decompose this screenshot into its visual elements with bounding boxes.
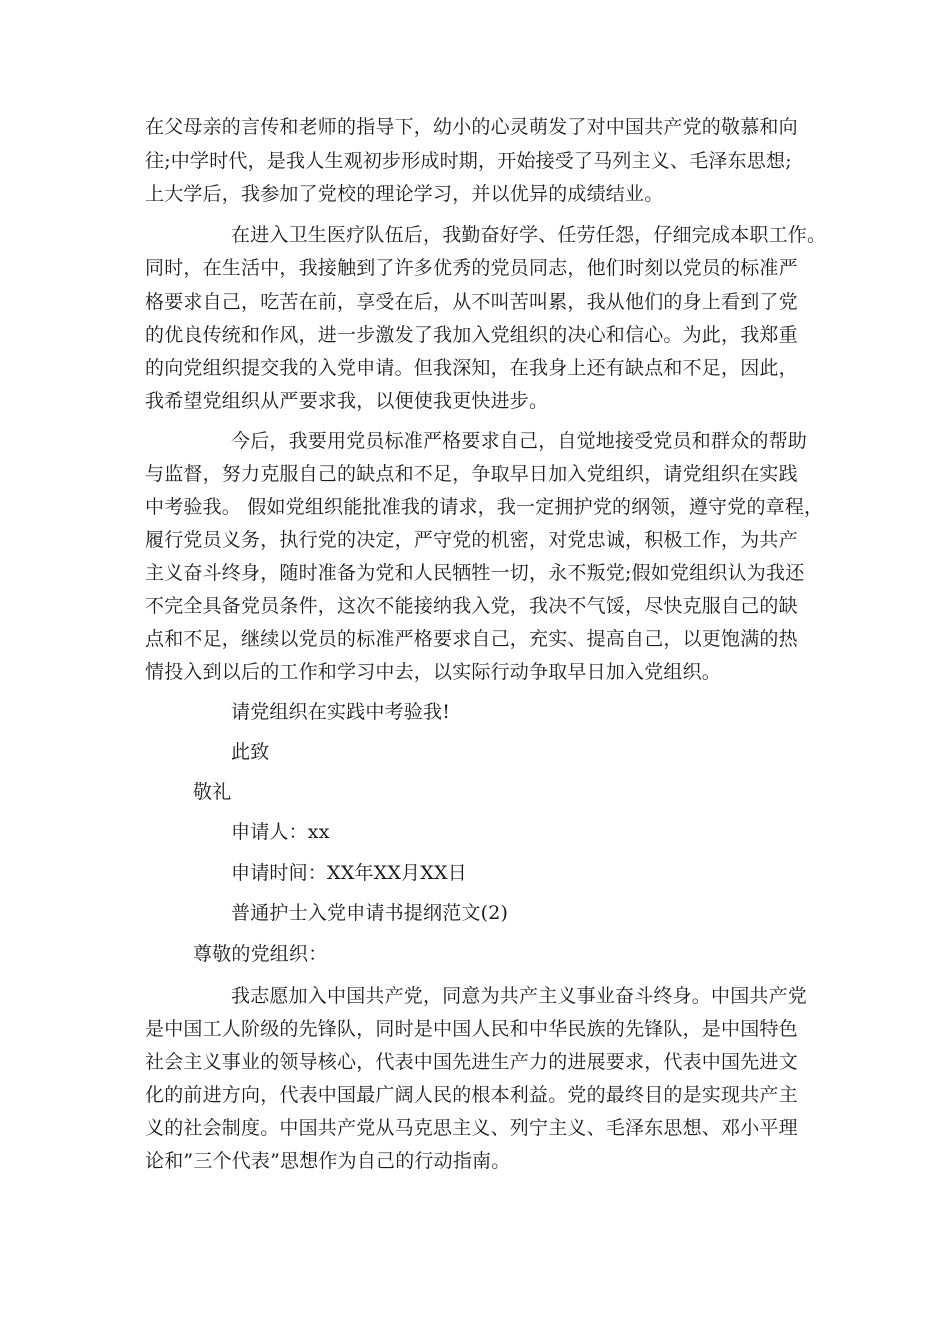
text-line: 格要求自己，吃苦在前，享受在后，从不叫苦叫累，我从他们的身上看到了党 <box>145 291 798 313</box>
greeting: 尊敬的党组织： <box>193 943 328 965</box>
text-line: 化的前进方向，代表中国最广阔人民的根本利益。党的最终目的是实现共产主 <box>145 1084 798 1106</box>
text-line: 往;中学时代，是我人生观初步形成时期，开始接受了马列主义、毛泽东思想; <box>145 150 792 172</box>
text-line: 是中国工人阶级的先锋队，同时是中国人民和中华民族的先锋队，是中国特色 <box>145 1018 798 1040</box>
text-line: 社会主义事业的领导核心，代表中国先进生产力的进展要求，代表中国先进文 <box>145 1051 798 1073</box>
text-line: 论和”三个代表”思想作为自己的行动指南。 <box>145 1150 511 1172</box>
text-line: 的优良传统和作风，进一步激发了我加入党组织的决心和信心。为此，我郑重 <box>145 324 798 346</box>
text-line: 的向党组织提交我的入党申请。但我深知，在我身上还有缺点和不足，因此， <box>145 357 798 379</box>
text-line: 我希望党组织从严要求我，以便使我更快进步。 <box>145 390 549 412</box>
text-line: 同时，在生活中，我接触到了许多优秀的党员同志，他们时刻以党员的标准严 <box>145 257 798 279</box>
text-line: 点和不足，继续以党员的标准严格要求自己，充实、提高自己，以更饱满的热 <box>145 628 798 650</box>
paragraph-first-line: 我志愿加入中国共产党，同意为共产主义事业奋斗终身。中国共产党 <box>231 985 808 1007</box>
section-title: 普通护士入党申请书提纲范文(2) <box>231 902 509 924</box>
salutation-cizhi: 此致 <box>231 741 270 763</box>
paragraph-first-line: 在进入卫生医疗队伍后，我勤奋好学、任劳任怨，仔细完成本职工作。 <box>231 224 827 246</box>
text-line: 不完全具备党员条件，这次不能接纳我入党，我决不气馁，尽快克服自己的缺 <box>145 595 798 617</box>
text-line: 义的社会制度。中国共产党从马克思主义、列宁主义、毛泽东思想、邓小平理 <box>145 1117 798 1139</box>
text-line: 情投入到以后的工作和学习中去，以实际行动争取早日加入党组织。 <box>145 661 722 683</box>
closing-line: 请党组织在实践中考验我! <box>231 701 451 723</box>
text-line: 与监督，努力克服自己的缺点和不足，争取早日加入党组织，请党组织在实践 <box>145 463 798 485</box>
applicant-name: 申请人：xx <box>231 821 330 843</box>
text-line: 主义奋斗终身，随时准备为党和人民牺牲一切，永不叛党;假如党组织认为我还 <box>145 562 805 584</box>
application-date: 申请时间：XX年XX月XX日 <box>231 862 467 884</box>
salutation-jingli: 敬礼 <box>193 781 232 803</box>
text-line: 在父母亲的言传和老师的指导下，幼小的心灵萌发了对中国共产党的敬慕和向 <box>145 116 798 138</box>
text-line: 中考验我。 假如党组织能批准我的请求，我一定拥护党的纲领，遵守党的章程， <box>145 496 824 518</box>
paragraph-first-line: 今后，我要用党员标准严格要求自己，自觉地接受党员和群众的帮助 <box>231 430 808 452</box>
text-line: 上大学后，我参加了党校的理论学习，并以优异的成绩结业。 <box>145 183 664 205</box>
text-line: 履行党员义务，执行党的决定，严守党的机密，对党忠诚，积极工作，为共产 <box>145 529 798 551</box>
